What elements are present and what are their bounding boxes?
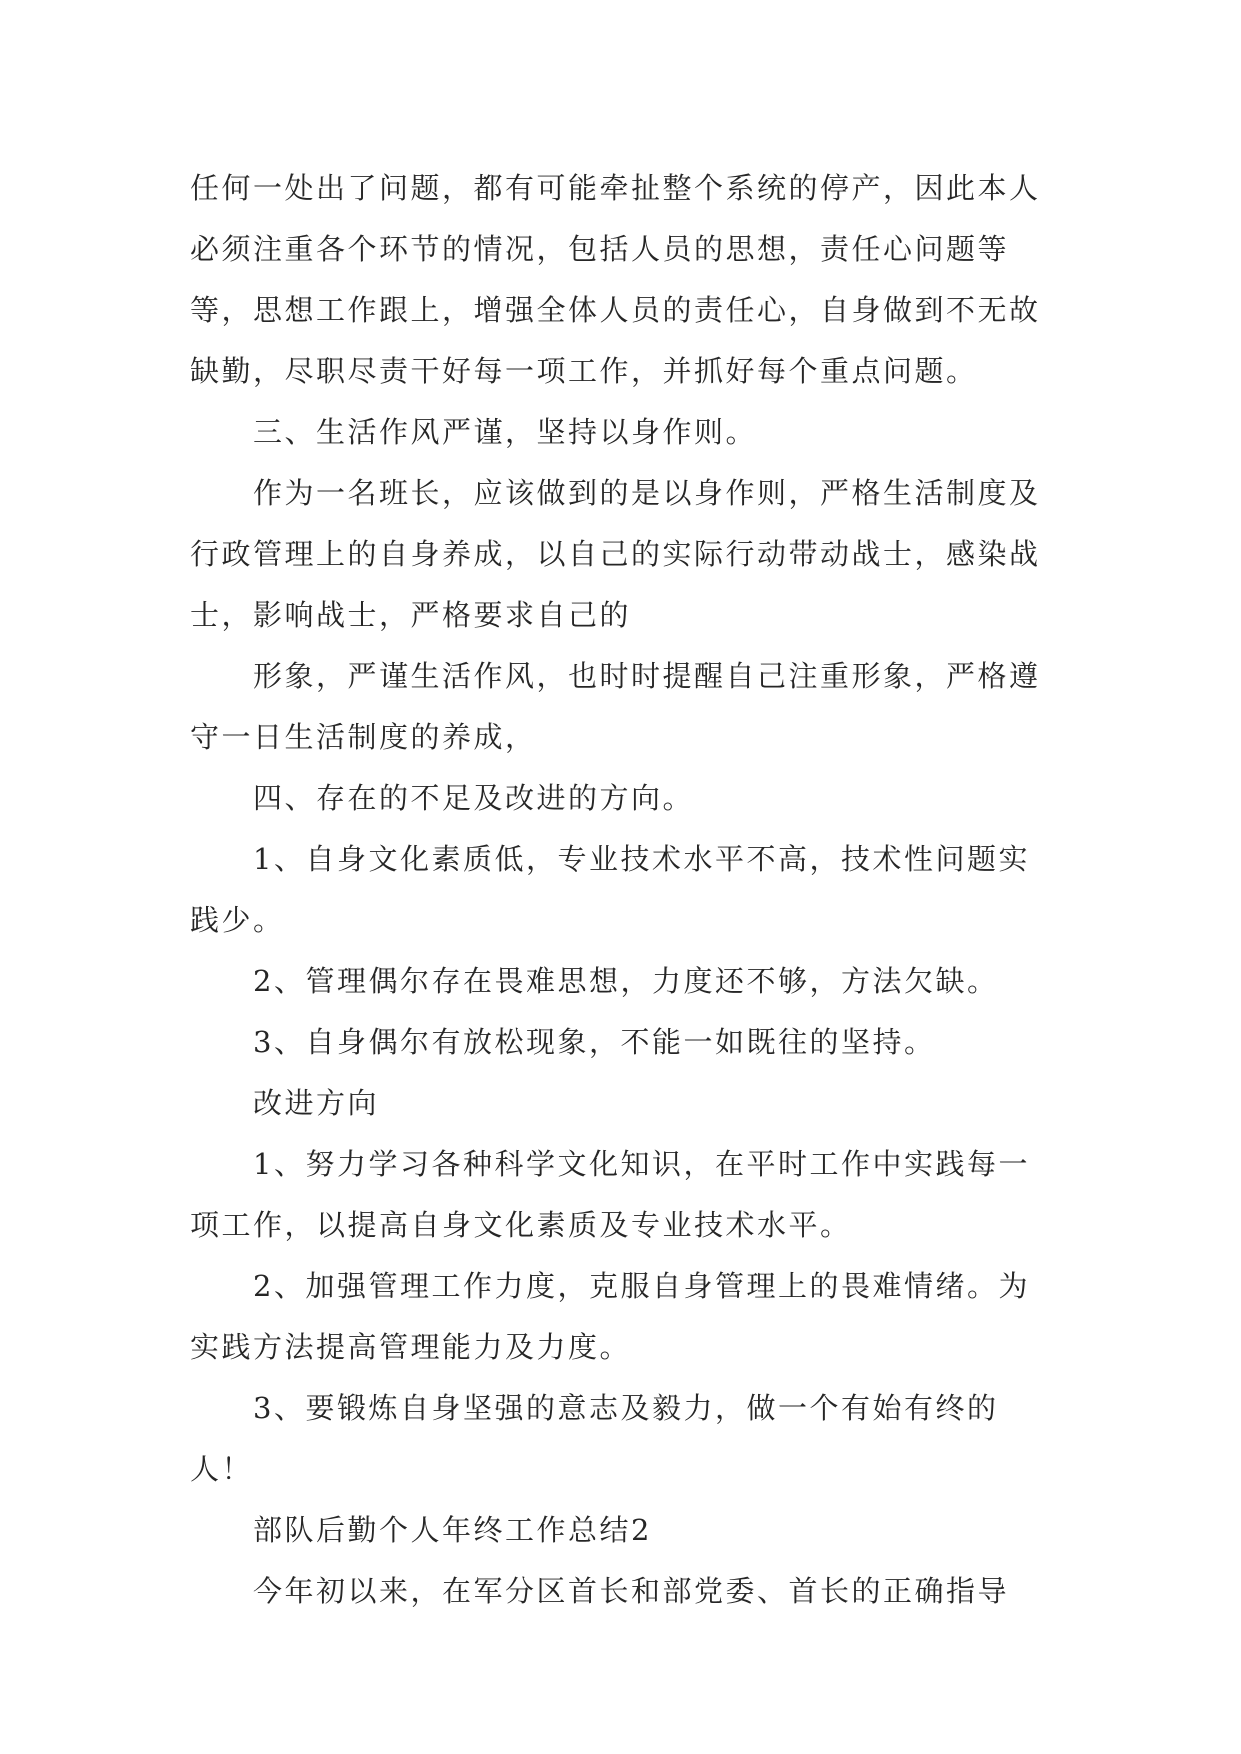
paragraph-continuation: 任何一处出了问题，都有可能牵扯整个系统的停产，因此本人必须注重各个环节的情况，包括人员的思想，责任心问题等等，思想工作跟上，增强全体人员的责任心，自身做到不无故缺勤，尽职尽责干好每一项工作，并抓好每个重点问题。 <box>190 171 1041 388</box>
list-item: 3、要锻炼自身坚强的意志及毅力，做一个有始有终的人！ <box>190 1391 999 1486</box>
paragraph: 今年初以来，在军分区首长和部党委、首长的正确指导 <box>253 1574 1010 1608</box>
paragraph: 作为一名班长，应该做到的是以身作则，严格生活制度及行政管理上的自身养成，以自己的实际行动带动战士，感染战士，影响战士，严格要求自己的 <box>190 476 1041 632</box>
paragraph: 形象，严谨生活作风，也时时提醒自己注重形象，严格遵守一日生活制度的养成， <box>190 659 1041 754</box>
document-title-2: 部队后勤个人年终工作总结2 <box>253 1513 652 1547</box>
list-item: 1、努力学习各种科学文化知识，在平时工作中实践每一项工作，以提高自身文化素质及专业技术水平。 <box>190 1147 1030 1242</box>
list-item: 3、自身偶尔有放松现象，不能一如既往的坚持。 <box>253 1025 936 1059</box>
document-body <box>190 158 1052 1622</box>
subheading-improvement: 改进方向 <box>253 1086 380 1120</box>
section-heading-4: 四、存在的不足及改进的方向。 <box>253 781 695 815</box>
list-item: 1、自身文化素质低，专业技术水平不高，技术性问题实践少。 <box>190 842 1030 937</box>
list-item: 2、管理偶尔存在畏难思想，力度还不够，方法欠缺。 <box>253 964 999 998</box>
list-item: 2、加强管理工作力度，克服自身管理上的畏难情绪。为实践方法提高管理能力及力度。 <box>190 1269 1030 1364</box>
section-heading-3: 三、生活作风严谨，坚持以身作则。 <box>253 415 758 449</box>
